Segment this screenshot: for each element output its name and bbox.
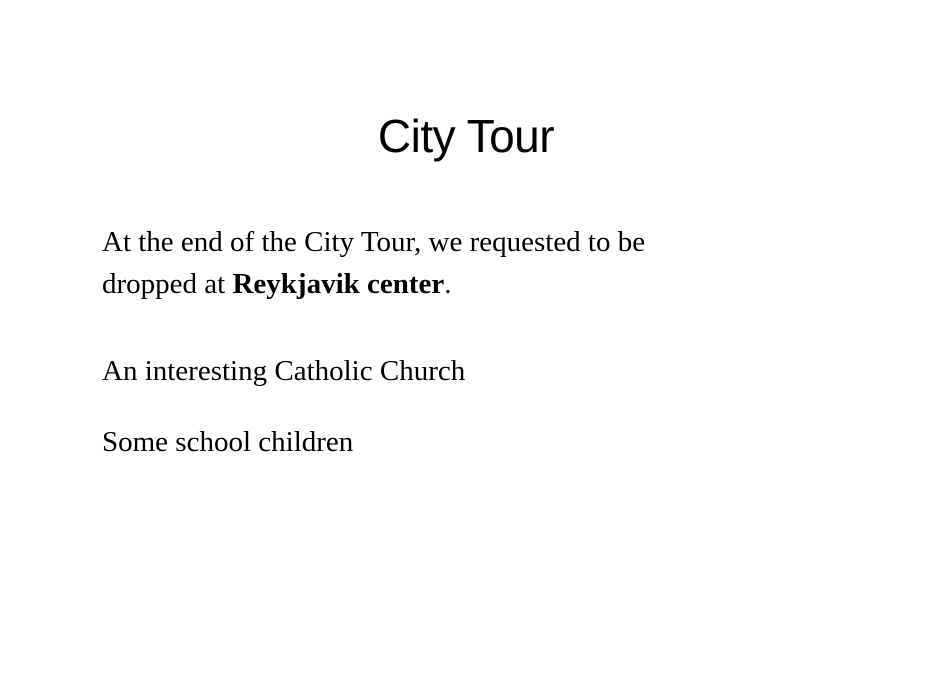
page-title: City Tour	[377, 110, 555, 162]
children-caption: Some school children	[102, 426, 354, 458]
church-caption: An interesting Catholic Church	[102, 355, 466, 387]
intro-line-2-prefix: dropped at	[102, 268, 233, 300]
location-name: Reykjavik center	[232, 268, 445, 300]
intro-line-2-suffix: .	[444, 268, 452, 300]
intro-paragraph	[102, 221, 802, 305]
intro-line-1: At the end of the City Tour, we requested to be	[102, 226, 646, 258]
